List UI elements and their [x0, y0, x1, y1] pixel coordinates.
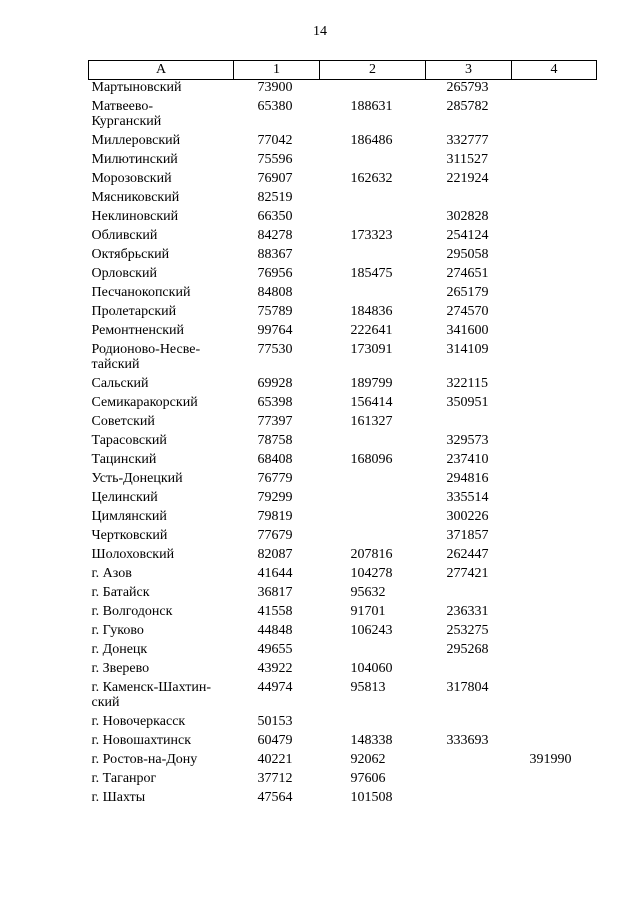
value-cell-3: 341600: [446, 323, 489, 338]
value-cell-1: 82519: [257, 190, 293, 205]
value-cell-1: 73900: [257, 80, 293, 95]
value-cell-3: 335514: [446, 490, 489, 505]
value-cell-3: 332777: [446, 133, 489, 148]
value-cell-1: 84278: [257, 228, 293, 243]
row-name-cell: г. Каменск-Шахтин- ский: [91, 680, 212, 710]
value-cell-3: 329573: [446, 433, 489, 448]
table-row: [89, 80, 597, 100]
value-cell-4: [512, 285, 597, 304]
row-name-cell: г. Зверево: [91, 661, 150, 676]
value-cell-2: 95813: [350, 680, 386, 695]
value-cell-2: [320, 642, 426, 661]
value-cell-3: [426, 190, 512, 209]
value-cell-1: 49655: [257, 642, 293, 657]
row-name-cell: Шолоховский: [91, 547, 175, 562]
table-row: [89, 152, 597, 171]
row-name-cell: Октябрьский: [91, 247, 170, 262]
value-cell-2: 104060: [350, 661, 393, 676]
value-cell-1: 76779: [257, 471, 293, 486]
value-cell-4: [512, 771, 597, 790]
table-row: [89, 604, 597, 623]
table-row: [89, 680, 597, 714]
table-row: [89, 285, 597, 304]
value-cell-3: 221924: [446, 171, 489, 186]
value-cell-2: [320, 509, 426, 528]
value-cell-4: 391990: [529, 752, 572, 767]
value-cell-4: [512, 266, 597, 285]
table-row: [89, 733, 597, 752]
value-cell-3: 285782: [446, 99, 489, 114]
header-cell-2: 2: [320, 61, 426, 80]
value-cell-3: 274570: [446, 304, 489, 319]
value-cell-2: 101508: [350, 790, 393, 805]
value-cell-3: 294816: [446, 471, 489, 486]
value-cell-4: [512, 714, 597, 733]
value-cell-3: 295268: [446, 642, 489, 657]
row-name-cell: Советский: [91, 414, 155, 429]
value-cell-1: 69928: [257, 376, 293, 391]
value-cell-1: 82087: [257, 547, 293, 562]
row-name-cell: Мясниковский: [91, 190, 180, 205]
table-row: [89, 661, 597, 680]
row-name-cell: Неклиновский: [91, 209, 179, 224]
value-cell-1: 84808: [257, 285, 293, 300]
value-cell-1: 65398: [257, 395, 293, 410]
value-cell-3: [426, 414, 512, 433]
table-row: [89, 133, 597, 152]
row-name-cell: г. Волгодонск: [91, 604, 173, 619]
value-cell-1: 41558: [257, 604, 293, 619]
value-cell-2: [320, 471, 426, 490]
value-cell-4: [512, 171, 597, 190]
row-name-cell: Мартыновский: [91, 80, 182, 95]
value-cell-2: 106243: [350, 623, 393, 638]
value-cell-1: 75596: [257, 152, 293, 167]
row-name-cell: г. Азов: [91, 566, 132, 581]
page-number: 14: [313, 24, 327, 39]
header-cell-1: 1: [234, 61, 320, 80]
value-cell-1: 99764: [257, 323, 293, 338]
value-cell-1: 78758: [257, 433, 293, 448]
value-cell-3: [426, 771, 512, 790]
value-cell-2: [320, 80, 426, 100]
header-cell-3: 3: [426, 61, 512, 80]
value-cell-2: 222641: [350, 323, 393, 338]
value-cell-2: [320, 209, 426, 228]
value-cell-4: [512, 490, 597, 509]
row-name-cell: Семикаракорский: [91, 395, 198, 410]
value-cell-4: [512, 152, 597, 171]
row-name-cell: Усть-Донецкий: [91, 471, 183, 486]
row-name-cell: Песчанокопский: [91, 285, 191, 300]
value-cell-1: 60479: [257, 733, 293, 748]
table-body: [89, 80, 597, 810]
table-row: [89, 171, 597, 190]
row-name-cell: Цимлянский: [91, 509, 167, 524]
value-cell-3: [426, 790, 512, 809]
table-row: [89, 471, 597, 490]
value-cell-4: [512, 528, 597, 547]
value-cell-2: 104278: [350, 566, 393, 581]
value-cell-3: 311527: [446, 152, 488, 167]
value-cell-4: [512, 228, 597, 247]
value-cell-1: 40221: [257, 752, 293, 767]
value-cell-3: 295058: [446, 247, 489, 262]
value-cell-1: 65380: [257, 99, 293, 114]
value-cell-1: 41644: [257, 566, 293, 581]
value-cell-4: [512, 471, 597, 490]
value-cell-1: 88367: [257, 247, 293, 262]
table-row: [89, 490, 597, 509]
value-cell-4: [512, 585, 597, 604]
value-cell-3: 277421: [446, 566, 489, 581]
table-row: [89, 771, 597, 790]
value-cell-1: 79819: [257, 509, 293, 524]
row-name-cell: Матвеево- Курганский: [91, 99, 162, 129]
value-cell-1: 47564: [257, 790, 293, 805]
value-cell-4: [512, 395, 597, 414]
value-cell-1: 77679: [257, 528, 293, 543]
value-cell-3: 253275: [446, 623, 489, 638]
table-row: [89, 642, 597, 661]
table-row: [89, 752, 597, 771]
table-row: [89, 395, 597, 414]
row-name-cell: Обливский: [91, 228, 158, 243]
value-cell-1: 79299: [257, 490, 293, 505]
table-row: [89, 509, 597, 528]
row-name-cell: Сальский: [91, 376, 149, 391]
value-cell-4: [512, 247, 597, 266]
row-name-cell: Тацинский: [91, 452, 157, 467]
value-cell-3: 262447: [446, 547, 489, 562]
table-row: [89, 528, 597, 547]
value-cell-2: 148338: [350, 733, 393, 748]
value-cell-3: 333693: [446, 733, 489, 748]
value-cell-2: [320, 714, 426, 733]
value-cell-2: 173323: [350, 228, 393, 243]
value-cell-1: 36817: [257, 585, 293, 600]
value-cell-1: 44848: [257, 623, 293, 638]
value-cell-4: [512, 209, 597, 228]
row-name-cell: г. Донецк: [91, 642, 148, 657]
value-cell-2: 188631: [350, 99, 393, 114]
value-cell-4: [512, 190, 597, 209]
value-cell-4: [512, 133, 597, 152]
value-cell-1: 75789: [257, 304, 293, 319]
value-cell-2: [320, 433, 426, 452]
value-cell-4: [512, 604, 597, 623]
row-name-cell: г. Таганрог: [91, 771, 157, 786]
value-cell-3: [426, 585, 512, 604]
table-row: [89, 304, 597, 323]
value-cell-3: 371857: [446, 528, 489, 543]
value-cell-1: 77397: [257, 414, 293, 429]
value-cell-3: [426, 714, 512, 733]
value-cell-3: 237410: [446, 452, 489, 467]
row-name-cell: г. Новошахтинск: [91, 733, 192, 748]
value-cell-3: 274651: [446, 266, 489, 281]
value-cell-1: 37712: [257, 771, 293, 786]
value-cell-4: [512, 414, 597, 433]
table-row: [89, 99, 597, 133]
value-cell-4: [512, 733, 597, 752]
value-cell-1: 43922: [257, 661, 293, 676]
value-cell-2: 186486: [350, 133, 393, 148]
value-cell-3: [426, 752, 512, 771]
table-row: [89, 190, 597, 209]
value-cell-4: [512, 80, 597, 100]
table-row: [89, 342, 597, 376]
value-cell-2: 91701: [350, 604, 386, 619]
value-cell-3: 254124: [446, 228, 489, 243]
row-name-cell: г. Новочеркасск: [91, 714, 186, 729]
row-name-cell: Чертковский: [91, 528, 168, 543]
row-name-cell: Орловский: [91, 266, 157, 281]
value-cell-4: [512, 433, 597, 452]
value-cell-3: 302828: [446, 209, 489, 224]
value-cell-2: [320, 247, 426, 266]
value-cell-4: [512, 509, 597, 528]
value-cell-2: 162632: [350, 171, 393, 186]
value-cell-2: 92062: [350, 752, 386, 767]
value-cell-2: 173091: [350, 342, 393, 357]
value-cell-4: [512, 547, 597, 566]
row-name-cell: г. Шахты: [91, 790, 146, 805]
value-cell-3: 300226: [446, 509, 489, 524]
table-row: [89, 209, 597, 228]
value-cell-2: [320, 528, 426, 547]
row-name-cell: Ремонтненский: [91, 323, 184, 338]
row-name-cell: Целинский: [91, 490, 158, 505]
table-header-row: [89, 61, 597, 80]
table-row: [89, 247, 597, 266]
table-row: [89, 566, 597, 585]
row-name-cell: Родионово-Несве- тайский: [91, 342, 201, 372]
value-cell-2: 97606: [350, 771, 386, 786]
value-cell-1: 68408: [257, 452, 293, 467]
value-cell-3: 322115: [446, 376, 488, 391]
value-cell-1: 76907: [257, 171, 293, 186]
value-cell-2: 207816: [350, 547, 393, 562]
value-cell-3: [426, 661, 512, 680]
value-cell-2: 189799: [350, 376, 393, 391]
value-cell-2: 161327: [350, 414, 393, 429]
value-cell-2: 185475: [350, 266, 393, 281]
value-cell-4: [512, 642, 597, 661]
value-cell-1: 50153: [257, 714, 293, 729]
value-cell-2: 168096: [350, 452, 393, 467]
table-row: [89, 452, 597, 471]
table-row: [89, 228, 597, 247]
header-cell-4: 4: [512, 61, 597, 80]
row-name-cell: Морозовский: [91, 171, 172, 186]
value-cell-2: 95632: [350, 585, 386, 600]
value-cell-2: [320, 490, 426, 509]
row-name-cell: г. Гуково: [91, 623, 144, 638]
row-name-cell: г. Ростов-на-Дону: [91, 752, 198, 767]
table-row: [89, 585, 597, 604]
value-cell-4: [512, 452, 597, 471]
value-cell-3: 236331: [446, 604, 489, 619]
value-cell-4: [512, 566, 597, 585]
value-cell-3: 314109: [446, 342, 489, 357]
value-cell-4: [512, 376, 597, 395]
value-cell-1: 77042: [257, 133, 293, 148]
table-row: [89, 323, 597, 342]
value-cell-4: [512, 790, 597, 809]
value-cell-1: 66350: [257, 209, 293, 224]
table-row: [89, 266, 597, 285]
value-cell-4: [512, 323, 597, 342]
value-cell-2: 156414: [350, 395, 393, 410]
table-row: [89, 714, 597, 733]
value-cell-4: [512, 99, 597, 133]
table-row: [89, 376, 597, 395]
value-cell-2: [320, 152, 426, 171]
value-cell-1: 76956: [257, 266, 293, 281]
value-cell-1: 44974: [257, 680, 293, 695]
row-name-cell: г. Батайск: [91, 585, 150, 600]
row-name-cell: Миллеровский: [91, 133, 181, 148]
header-cell-a: А: [89, 61, 234, 80]
value-cell-4: [512, 680, 597, 714]
row-name-cell: Тарасовский: [91, 433, 167, 448]
value-cell-3: 265179: [446, 285, 489, 300]
table-row: [89, 414, 597, 433]
table-row: [89, 547, 597, 566]
value-cell-1: 77530: [257, 342, 293, 357]
table-row: [89, 790, 597, 809]
value-cell-3: 317804: [446, 680, 489, 695]
table-row: [89, 623, 597, 642]
value-cell-2: 184836: [350, 304, 393, 319]
value-cell-3: 265793: [446, 80, 489, 95]
row-name-cell: Милютинский: [91, 152, 178, 167]
value-cell-4: [512, 661, 597, 680]
row-name-cell: Пролетарский: [91, 304, 177, 319]
value-cell-2: [320, 285, 426, 304]
table-row: [89, 433, 597, 452]
value-cell-2: [320, 190, 426, 209]
value-cell-4: [512, 304, 597, 323]
data-table: [88, 60, 597, 809]
value-cell-4: [512, 623, 597, 642]
value-cell-4: [512, 342, 597, 376]
value-cell-3: 350951: [446, 395, 489, 410]
